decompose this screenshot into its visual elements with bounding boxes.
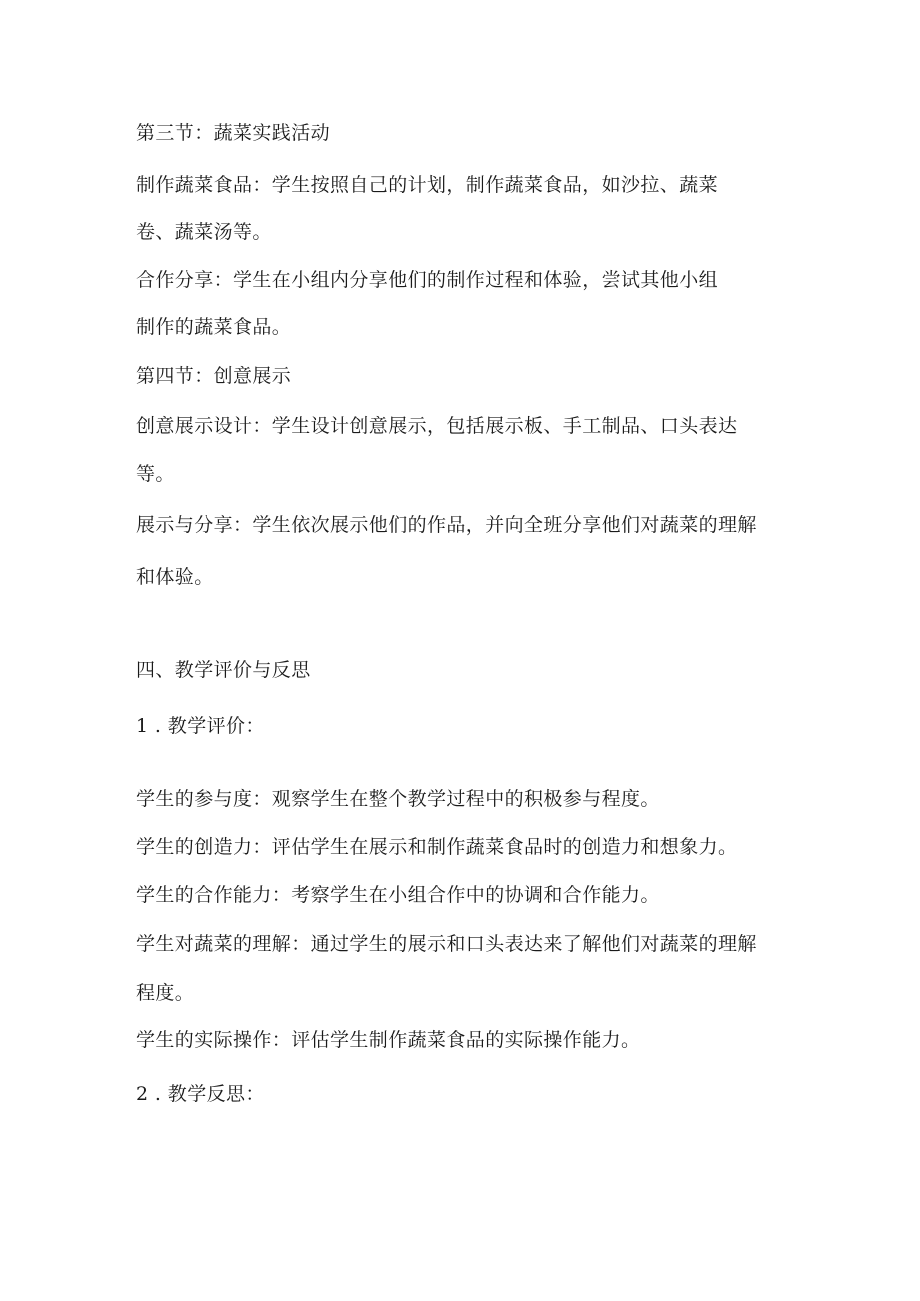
evaluation-practical: 学生的实际操作：评估学生制作蔬菜食品的实际操作能力。: [136, 1029, 641, 1051]
evaluation-participation: 学生的参与度：观察学生在整个教学过程中的积极参与程度。: [136, 788, 660, 810]
evaluation-cooperation: 学生的合作能力：考察学生在小组合作中的协调和合作能力。: [136, 884, 660, 906]
section4-item1-line2: 等。: [136, 463, 175, 485]
section3-heading: 第三节：蔬菜实践活动: [136, 122, 331, 144]
evaluation-creativity: 学生的创造力：评估学生在展示和制作蔬菜食品时的创造力和想象力。: [136, 836, 738, 858]
part4-heading: 四、教学评价与反思: [136, 659, 311, 681]
section4-item2-line2: 和体验。: [136, 566, 214, 588]
section4-item2-line1: 展示与分享：学生依次展示他们的作品，并向全班分享他们对蔬菜的理解: [136, 514, 757, 536]
section3-item2-line1: 合作分享：学生在小组内分享他们的制作过程和体验，尝试其他小组: [136, 269, 719, 291]
section3-item1-line2: 卷、蔬菜汤等。: [136, 221, 272, 243]
section4-item1-line1: 创意展示设计：学生设计创意展示，包括展示板、手工制品、口头表达: [136, 415, 738, 437]
section4-heading: 第四节：创意展示: [136, 365, 292, 387]
evaluation-understanding-line1: 学生对蔬菜的理解：通过学生的展示和口头表达来了解他们对蔬菜的理解: [136, 933, 757, 955]
reflection-heading: 2 . 教学反思：: [136, 1083, 265, 1105]
evaluation-heading: 1 . 教学评价：: [136, 715, 265, 737]
evaluation-understanding-line2: 程度。: [136, 982, 195, 1004]
section3-item1-line1: 制作蔬菜食品：学生按照自己的计划，制作蔬菜食品，如沙拉、蔬菜: [136, 174, 719, 196]
section3-item2-line2: 制作的蔬菜食品。: [136, 316, 292, 338]
